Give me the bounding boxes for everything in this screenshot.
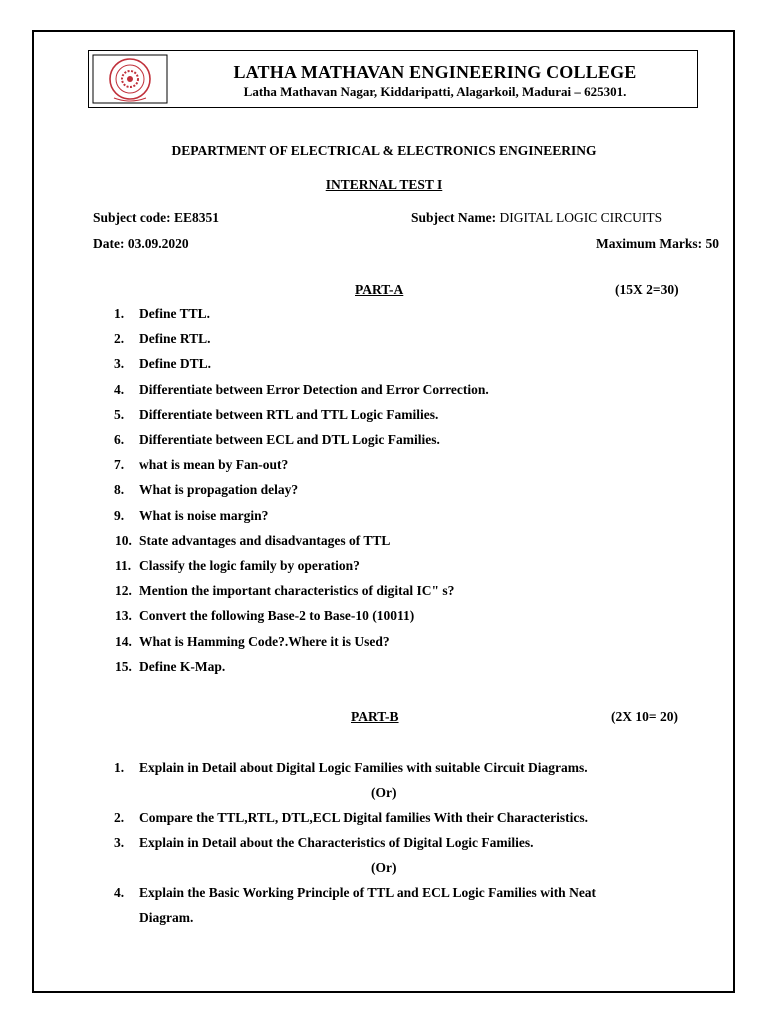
question-text: Explain in Detail about Digital Logic Families with suitable Circuit Diagrams. [139, 760, 588, 775]
question-text: what is mean by Fan-out? [139, 457, 289, 473]
part-b-question [114, 810, 588, 826]
part-a-question [115, 659, 225, 675]
question-number: 5. [114, 406, 125, 422]
question-text: Compare the TTL,RTL, DTL,ECL Digital families With their Characteristics. [139, 810, 589, 825]
subject-name [411, 210, 662, 226]
question-text: Define RTL. [139, 331, 211, 347]
part-a-question [114, 407, 438, 423]
question-number: 14. [115, 633, 132, 649]
part-a-question [114, 482, 298, 498]
college-logo [92, 54, 168, 104]
part-b-question [114, 760, 588, 776]
part-b-marks: (2X 10= 20) [611, 709, 678, 724]
part-b-question [114, 835, 533, 851]
question-number: 3. [114, 835, 125, 850]
question-number: 4. [114, 885, 125, 900]
question-number: 1. [114, 760, 125, 775]
subject-name-label: Subject Name: [411, 210, 500, 225]
question-number: 8. [114, 482, 125, 498]
question-number: 2. [114, 331, 125, 347]
question-number: 2. [114, 810, 125, 825]
question-number: 15. [115, 658, 132, 674]
question-number: 3. [114, 356, 125, 372]
question-text: Define DTL. [139, 356, 211, 372]
question-text: What is Hamming Code?.Where it is Used? [139, 633, 390, 649]
question-number: 6. [114, 432, 125, 447]
question-text: What is propagation delay? [139, 482, 299, 498]
part-a-question [115, 608, 414, 624]
part-a-question [114, 382, 489, 398]
part-a-question [114, 331, 211, 347]
question-number: 9. [114, 507, 125, 523]
or-separator: (Or) [371, 860, 397, 875]
college-name: LATHA MATHAVAN ENGINEERING COLLEGE [233, 62, 637, 82]
question-text: Differentiate between RTL and TTL Logic Families. [139, 406, 439, 422]
department-title: DEPARTMENT OF ELECTRICAL & ELECTRONICS ENGINEERING [171, 143, 597, 158]
question-text: Mention the important characteristics of digital IC" s? [139, 583, 455, 599]
part-a-marks: (15X 2=30) [615, 282, 679, 297]
question-number: 11. [115, 558, 132, 573]
part-a-question [114, 306, 210, 322]
question-number: 1. [114, 306, 125, 321]
question-number: 4. [114, 381, 125, 397]
question-text: Define K-Map. [139, 658, 226, 674]
question-text: Define TTL. [139, 306, 211, 321]
exam-date: Date: 03.09.2020 [93, 236, 189, 251]
question-number: 7. [114, 457, 125, 473]
part-a-question [115, 583, 454, 599]
part-a-question [114, 508, 268, 524]
test-title: INTERNAL TEST I [325, 177, 443, 192]
question-number: 12. [115, 583, 132, 599]
subject-name-value: DIGITAL LOGIC CIRCUITS [499, 210, 663, 225]
question-number: 10. [115, 532, 132, 548]
part-b-question [114, 885, 596, 901]
or-separator: (Or) [371, 785, 397, 800]
part-a-question [115, 634, 390, 650]
college-address: Latha Mathavan Nagar, Kiddaripatti, Alagarkoil, Madurai – 625301. [243, 84, 627, 99]
question-text: State advantages and disadvantages of TTL [139, 532, 391, 548]
part-a-question [114, 432, 440, 448]
part-a-question [115, 558, 360, 574]
subject-code: Subject code: EE8351 [93, 210, 219, 225]
question-text-continued: Diagram. [139, 910, 194, 925]
part-a-question [114, 356, 211, 372]
question-number: 13. [115, 608, 132, 624]
question-text: Classify the logic family by operation? [139, 558, 360, 573]
part-a-title: PART-A [355, 282, 404, 297]
part-a-question [115, 533, 390, 549]
question-text: What is noise margin? [139, 507, 269, 523]
part-b-title: PART-B [351, 709, 399, 724]
question-text: Explain in Detail about the Characteristics of Digital Logic Families. [139, 835, 534, 850]
question-text: Convert the following Base-2 to Base-10 (10011) [139, 608, 415, 624]
part-a-question [114, 457, 288, 473]
question-text: Differentiate between Error Detection and Error Correction. [139, 381, 489, 397]
question-text: Explain the Basic Working Principle of TTL and ECL Logic Families with Neat [139, 885, 597, 900]
maximum-marks: Maximum Marks: 50 [596, 236, 719, 251]
question-text: Differentiate between ECL and DTL Logic Families. [139, 432, 440, 447]
